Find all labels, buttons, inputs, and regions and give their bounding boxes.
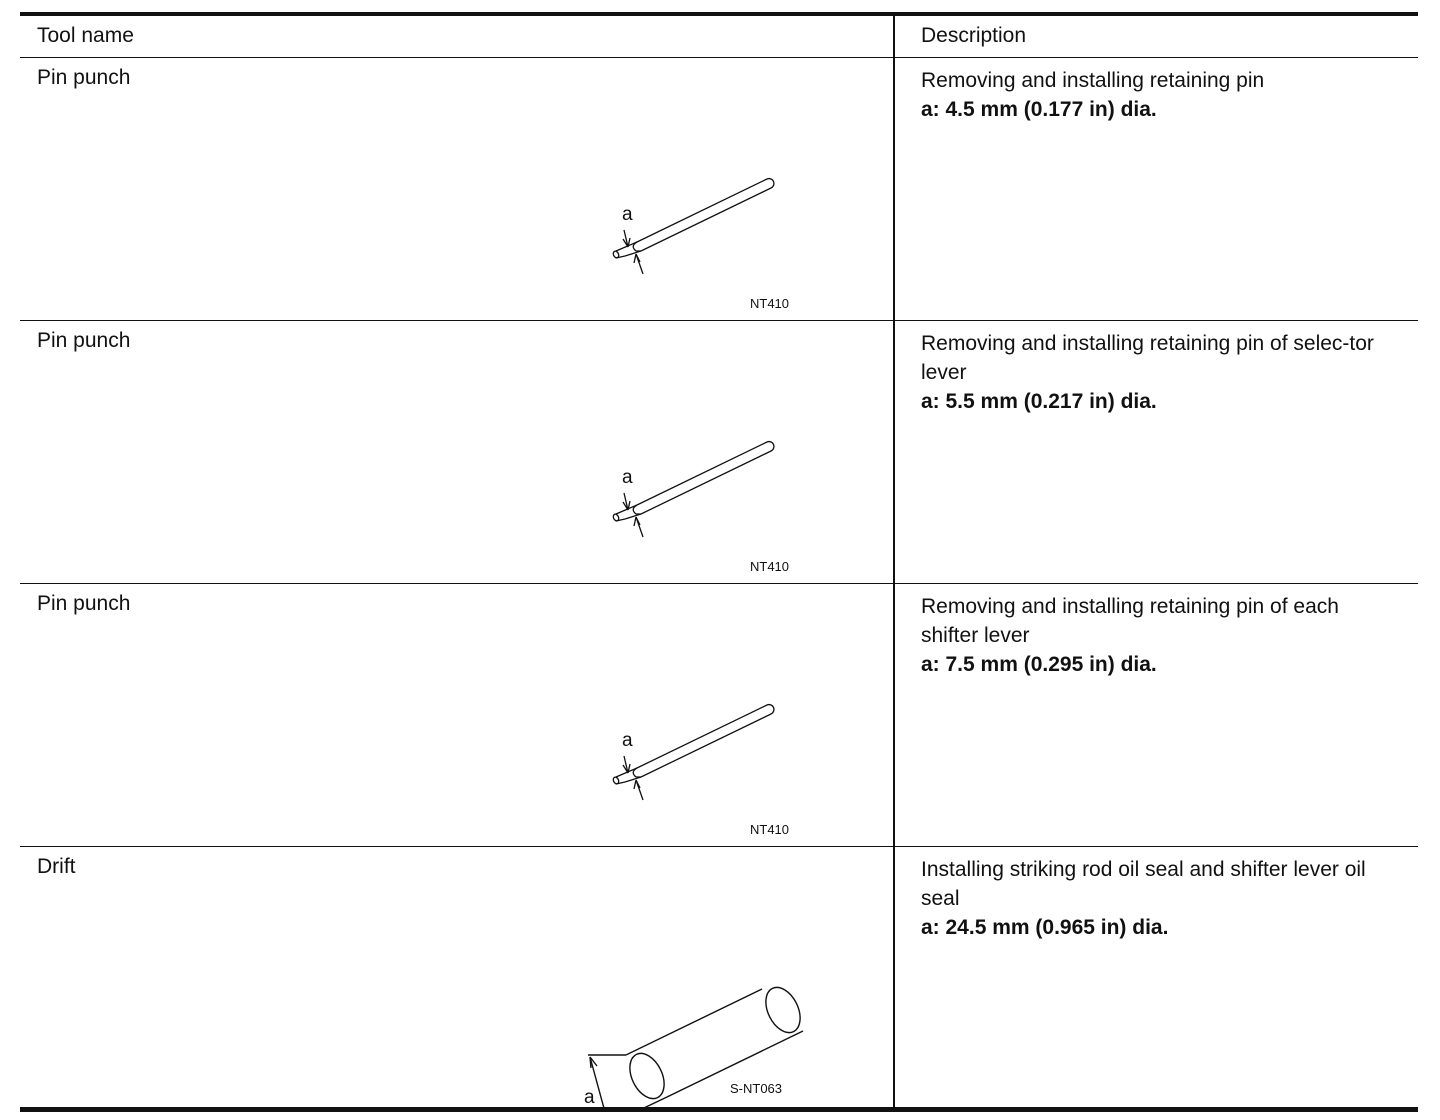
figure-code: NT410 bbox=[750, 559, 790, 574]
table-row bbox=[20, 321, 1418, 584]
tool-name: Pin punch bbox=[37, 592, 131, 615]
tool-name-header: Tool name bbox=[37, 24, 134, 47]
dimension-label: a bbox=[622, 730, 633, 751]
pin-punch-illustration bbox=[560, 664, 820, 844]
table-row bbox=[20, 58, 1418, 321]
figure-code: NT410 bbox=[750, 822, 790, 837]
tool-description bbox=[921, 66, 1401, 124]
description-text: Removing and installing retaining pin bbox=[921, 69, 1265, 92]
description-text: Removing and installing retaining pin of each shifter lever bbox=[921, 595, 1339, 647]
dimension-label: a bbox=[584, 1087, 595, 1107]
pin-punch-illustration bbox=[560, 138, 820, 318]
spec-text: a: 5.5 mm (0.217 in) dia. bbox=[921, 390, 1157, 413]
spec-text: a: 4.5 mm (0.177 in) dia. bbox=[921, 98, 1157, 121]
table-header-row bbox=[20, 16, 1418, 58]
description-header: Description bbox=[921, 24, 1027, 47]
tool-description bbox=[921, 855, 1401, 942]
tool-name: Pin punch bbox=[37, 66, 131, 89]
figure-code: S-NT063 bbox=[730, 1081, 783, 1096]
spec-text: a: 7.5 mm (0.295 in) dia. bbox=[921, 653, 1157, 676]
description-text: Installing striking rod oil seal and shifter lever oil seal bbox=[921, 858, 1366, 910]
pin-punch-illustration bbox=[560, 401, 820, 581]
tool-name: Pin punch bbox=[37, 329, 131, 352]
tool-description bbox=[921, 329, 1401, 416]
tool-name: Drift bbox=[37, 855, 76, 878]
drift-illustration bbox=[560, 927, 820, 1107]
tool-description bbox=[921, 592, 1401, 679]
dimension-label: a bbox=[622, 467, 633, 488]
tool-table bbox=[20, 12, 1418, 1112]
table-row bbox=[20, 584, 1418, 847]
spec-text: a: 24.5 mm (0.965 in) dia. bbox=[921, 916, 1169, 939]
dimension-label: a bbox=[622, 204, 633, 225]
description-text: Removing and installing retaining pin of selec-tor lever bbox=[921, 332, 1374, 384]
figure-code: NT410 bbox=[750, 296, 790, 311]
table-row bbox=[20, 847, 1418, 1110]
